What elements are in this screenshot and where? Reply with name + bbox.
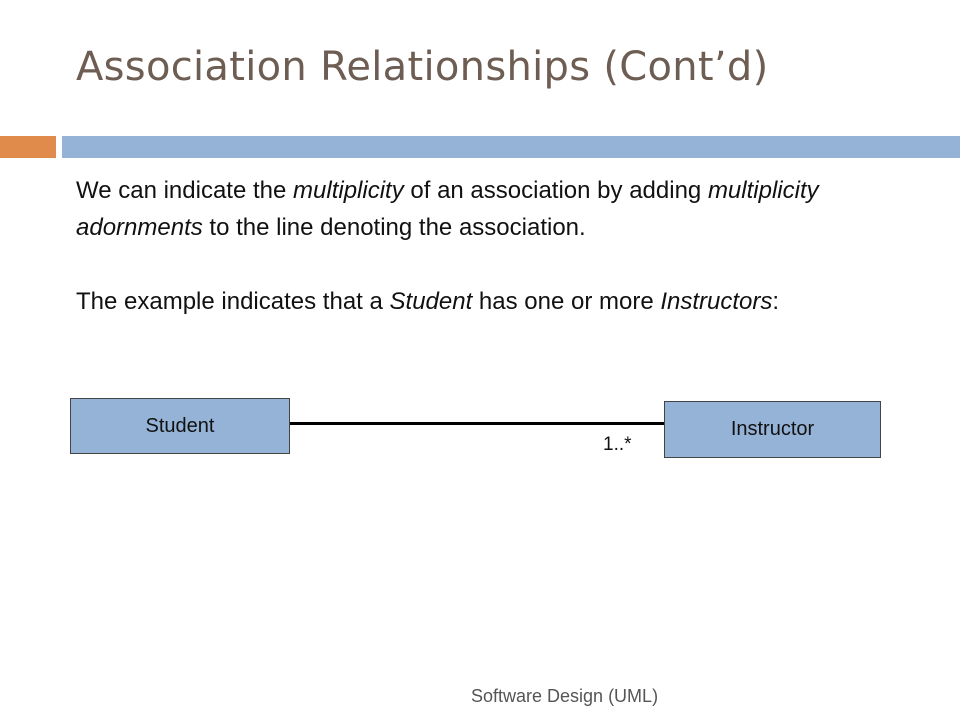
class-name-instructor: Instructor: [730, 418, 815, 440]
class-name-student: Student: [145, 414, 215, 437]
uml-class-instructor: [664, 401, 881, 458]
text-segment: :: [772, 288, 780, 315]
accent-bar-blue: [62, 136, 960, 158]
footer-text: Software Design (UML): [471, 686, 659, 706]
body-text: [76, 172, 876, 320]
text-segment: to the line denoting the association.: [202, 214, 586, 241]
emphasis-instructors: Instructors: [660, 288, 773, 315]
uml-class-student: [70, 398, 290, 454]
paragraph-multiplicity: [76, 172, 876, 246]
emphasis-multiplicity: multiplicity: [293, 177, 404, 204]
association-line: [290, 422, 664, 425]
text-segment: The example indicates that a: [76, 288, 390, 315]
slide-title: Association Relationships (Cont’d): [76, 44, 769, 90]
emphasis-student: Student: [389, 288, 473, 315]
text-segment: has one or more: [472, 288, 661, 315]
accent-bar-orange: [0, 136, 56, 158]
text-segment: We can indicate the: [76, 177, 294, 204]
paragraph-spacer: [76, 246, 876, 283]
emphasis-adornments: multiplicity adornments: [76, 177, 819, 241]
multiplicity-label: 1..*: [603, 434, 632, 455]
paragraph-example: [76, 283, 876, 320]
text-segment: of an association by adding: [403, 177, 708, 204]
